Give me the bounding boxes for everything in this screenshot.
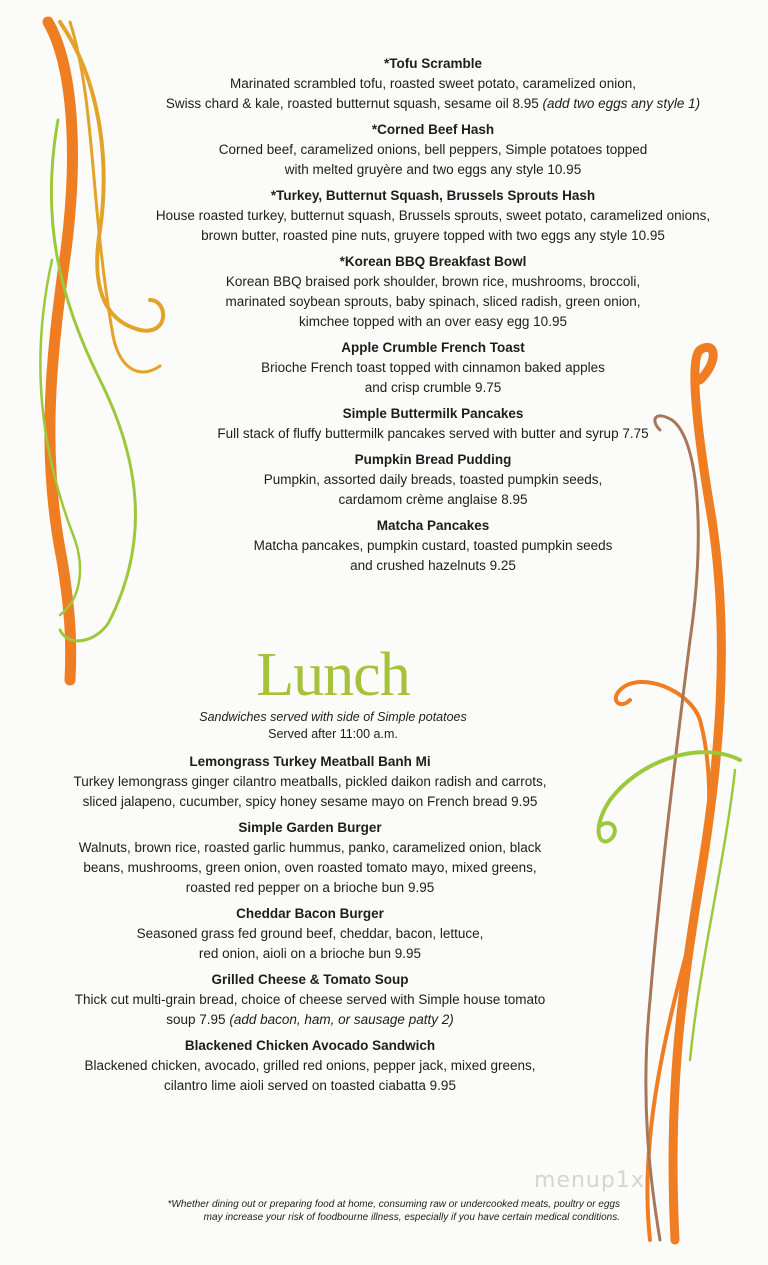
menu-item (20, 970, 600, 1030)
menu-item-title: Cheddar Bacon Burger (236, 906, 384, 921)
menu-item (100, 186, 766, 246)
lunch-title: Lunch (256, 641, 410, 709)
menu-item-title: *Turkey, Butternut Squash, Brussels Sprouts Hash (270, 188, 596, 203)
menu-item (20, 1036, 600, 1096)
menu-item (100, 54, 766, 114)
menu-item-note: (add two eggs any style 1) (542, 96, 701, 111)
menu-item-title: Simple Garden Burger (238, 820, 382, 835)
menu-item-title: Pumpkin Bread Pudding (354, 452, 512, 467)
left-orange-swirl (48, 22, 72, 680)
food-safety-footnote (110, 1198, 620, 1224)
menu-item-description (20, 772, 600, 812)
menu-item-description (20, 990, 600, 1030)
menu-item-description-text: Seasoned grass fed ground beef, cheddar, bacon, lettuce, red onion, aioli on a brioche bun 9.95 (136, 926, 484, 961)
menu-item-description (100, 206, 766, 246)
breakfast-section (100, 54, 766, 582)
menu-item-description (100, 424, 766, 444)
menu-item-description (100, 74, 766, 114)
menu-item-description (100, 272, 766, 332)
menu-item-description-text: Blackened chicken, avocado, grilled red onions, pepper jack, mixed greens, cilantro lime aioli served on toasted ciabatta 9.95 (84, 1058, 536, 1093)
menu-item (100, 338, 766, 398)
footnote-line-1: *Whether dining out or preparing food at home, consuming raw or undercooked meats, poultry or eggs (167, 1199, 620, 1210)
menu-item-title: *Tofu Scramble (383, 56, 483, 71)
menu-item-description-text: Walnuts, brown rice, roasted garlic hummus, panko, caramelized onion, black beans, mushrooms, green onion, oven roasted tomato mayo, mixed greens, roasted red pepper on a brioche bun 9.95 (78, 840, 542, 895)
menu-item-description-text: Corned beef, caramelized onions, bell peppers, Simple potatoes topped with melted gruyère and two eggs any style 10.95 (218, 142, 648, 177)
watermark-logo: menup1x (534, 1168, 645, 1193)
footnote-line-2: may increase your risk of foodbourne illness, especially if you have certain medical conditions. (203, 1212, 620, 1223)
menu-item (100, 516, 766, 576)
menu-item (100, 450, 766, 510)
menu-item-description (100, 470, 766, 510)
lunch-section (20, 752, 600, 1102)
menu-item-description (20, 1056, 600, 1096)
menu-item-title: Blackened Chicken Avocado Sandwich (184, 1038, 436, 1053)
lunch-subtitle (130, 709, 536, 743)
menu-item (100, 120, 766, 180)
menu-item-description (20, 924, 600, 964)
menu-item-note: (add bacon, ham, or sausage patty 2) (229, 1012, 454, 1027)
menu-item-description-text: Turkey lemongrass ginger cilantro meatballs, pickled daikon radish and carrots, sliced jalapeno, cucumber, spicy honey sesame mayo on French bread 9.95 (73, 774, 547, 809)
menu-item-description-text: Thick cut multi-grain bread, choice of cheese served with Simple house tomato soup 7.95 (74, 992, 546, 1027)
menu-item-description-text: House roasted turkey, butternut squash, Brussels sprouts, sweet potato, caramelized onions, brown butter, roasted pine nuts, gruyere topped with two eggs any style 10.95 (155, 208, 711, 243)
menu-item (100, 404, 766, 444)
menu-item-description (100, 140, 766, 180)
menu-item-description (100, 536, 766, 576)
menu-item-title: *Korean BBQ Breakfast Bowl (339, 254, 527, 269)
menu-item-title: Matcha Pancakes (376, 518, 490, 533)
menu-item-title: Apple Crumble French Toast (341, 340, 525, 355)
menu-item (20, 904, 600, 964)
menu-item-description (100, 358, 766, 398)
right-orange-swirl-2 (616, 682, 709, 1240)
lunch-served-after: Served after 11:00 a.m. (268, 727, 398, 741)
lunch-subtitle-sides: Sandwiches served with side of Simple potatoes (199, 710, 467, 724)
menu-item-description-text: Brioche French toast topped with cinnamon baked apples and crisp crumble 9.75 (261, 360, 605, 395)
menu-item-description-text: Full stack of fluffy buttermilk pancakes served with butter and syrup 7.75 (217, 426, 649, 441)
menu-item (20, 818, 600, 898)
menu-item (100, 252, 766, 332)
menu-item-title: Lemongrass Turkey Meatball Banh Mi (189, 754, 431, 769)
menu-item-title: *Corned Beef Hash (371, 122, 495, 137)
menu-item-description-text: Korean BBQ braised pork shoulder, brown rice, mushrooms, broccoli, marinated soybean sprouts, baby spinach, sliced radish, green onion, kimchee topped with an over easy egg 10.95 (225, 274, 641, 329)
menu-item-title: Simple Buttermilk Pancakes (342, 406, 524, 421)
menu-item-description (20, 838, 600, 898)
menu-item-description-text: Marinated scrambled tofu, roasted sweet potato, caramelized onion, Swiss chard & kale, roasted butternut squash, sesame oil 8.95 (165, 76, 636, 111)
menu-item-title: Grilled Cheese & Tomato Soup (211, 972, 409, 987)
menu-item-description-text: Matcha pancakes, pumpkin custard, toasted pumpkin seeds and crushed hazelnuts 9.25 (253, 538, 613, 573)
menu-item (20, 752, 600, 812)
menu-item-description-text: Pumpkin, assorted daily breads, toasted pumpkin seeds, cardamom crème anglaise 8.95 (263, 472, 603, 507)
